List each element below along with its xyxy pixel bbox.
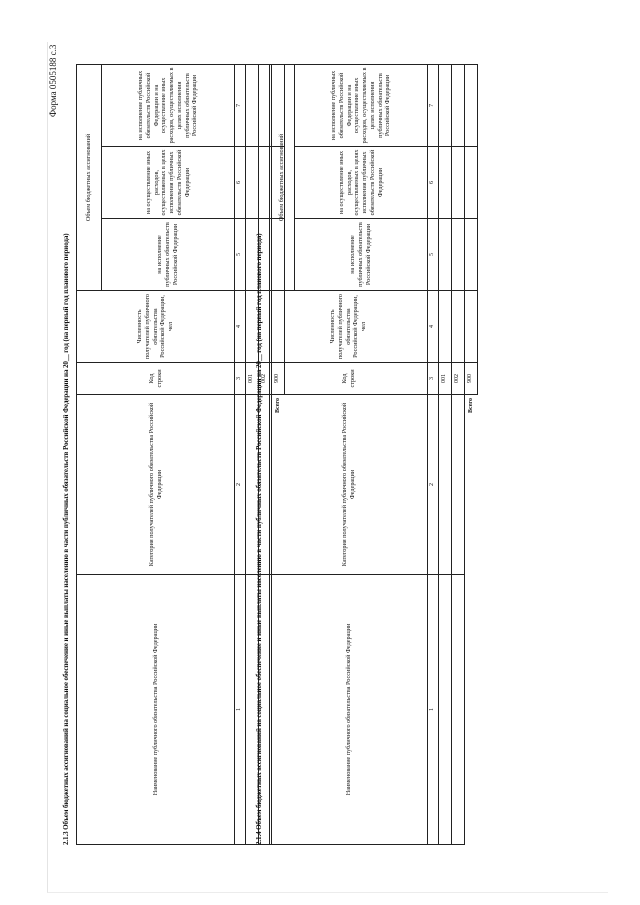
- cell-col5: [439, 219, 452, 291]
- header-col7: на исполнение публичных обязательств Российской Федерации и на осуществление иных расходов, осуществляемых в целях исполнения публичных обязательств Российской Федерации: [102, 65, 235, 147]
- total-col5: [465, 219, 478, 291]
- section-2-1-4: [255, 65, 478, 845]
- col-number: 4: [235, 291, 246, 363]
- cell-category: [439, 395, 452, 575]
- header-name: Наименование публичного обязательства Российской Федерации: [270, 575, 428, 845]
- col-number: 1: [235, 575, 246, 845]
- col-number: 6: [428, 147, 439, 219]
- column-numbers-row: [235, 65, 246, 845]
- form-reference: Форма 0505188 с.3: [48, 44, 58, 117]
- section-2-1-3: [62, 65, 285, 845]
- total-label: Всего: [274, 398, 281, 413]
- header-category: Категория получателей публичного обязательства Российской Федерации: [270, 395, 428, 575]
- table-row: [452, 65, 465, 845]
- table-row: [439, 65, 452, 845]
- section-title: 2.1.4 Объем бюджетных ассигнований на социальное обеспечение и иные выплаты населению в части публичных обязательств Российской Федерации на 20__ год (на первый год планового периода): [255, 233, 263, 845]
- header-col5: на исполнение публичных обязательств Российской Федерации: [102, 219, 235, 291]
- header-code: Код строки: [77, 363, 235, 395]
- header-col6: на осуществление иных расходов, осуществляемых в целях исполнения публичных обязательств Российской Федерации: [295, 147, 428, 219]
- cell-category: [452, 395, 465, 575]
- total-label: Всего: [467, 398, 474, 413]
- allocation-table: [76, 64, 285, 845]
- col-number: 7: [428, 65, 439, 147]
- col-number: 3: [428, 363, 439, 395]
- cell-recipients: [439, 291, 452, 363]
- col-number: 2: [235, 395, 246, 575]
- header-col6: на осуществление иных расходов, осуществляемых в целях исполнения публичных обязательств Российской Федерации: [102, 147, 235, 219]
- col-number: 6: [235, 147, 246, 219]
- col-number: 2: [428, 395, 439, 575]
- cell-code: 002: [452, 363, 465, 395]
- cell-col6: [439, 147, 452, 219]
- header-code: Код строки: [270, 363, 428, 395]
- cell-code: 002: [259, 363, 272, 395]
- column-numbers-row: [428, 65, 439, 845]
- col-number: 5: [235, 219, 246, 291]
- col-number: 1: [428, 575, 439, 845]
- total-col7: [465, 65, 478, 147]
- cell-col7: [439, 65, 452, 147]
- col-number: 7: [235, 65, 246, 147]
- total-row: [465, 65, 478, 845]
- section-title: 2.1.3 Объем бюджетных ассигнований на социальное обеспечение и иные выплаты населению в части публичных обязательств Российской Федерации на 20__ год (на первый год планового периода): [62, 233, 70, 845]
- cell-code: 001: [246, 363, 259, 395]
- header-recipients: Численность получателей публичного обязательства Российской Федерации, чел: [270, 291, 428, 363]
- total-code: 900: [465, 363, 478, 395]
- header-name: Наименование публичного обязательства Российской Федерации: [77, 575, 235, 845]
- col-number: 3: [235, 363, 246, 395]
- total-col6: [465, 147, 478, 219]
- header-volume-group: Объем бюджетных ассигнований: [77, 65, 102, 291]
- col-number: 5: [428, 219, 439, 291]
- header-col5: на исполнение публичных обязательств Российской Федерации: [295, 219, 428, 291]
- cell-code: 001: [439, 363, 452, 395]
- header-volume-group: Объем бюджетных ассигнований: [270, 65, 295, 291]
- col-number: 4: [428, 291, 439, 363]
- cell-col7: [452, 65, 465, 147]
- cell-col5: [452, 219, 465, 291]
- cell-col6: [452, 147, 465, 219]
- total-code: 900: [272, 363, 285, 395]
- rotated-form-page: [0, 35, 640, 905]
- cell-name: [439, 575, 452, 845]
- cell-name: [452, 575, 465, 845]
- total-recipients: [465, 291, 478, 363]
- header-recipients: Численность получателей публичного обязательства Российской Федерации, чел: [77, 291, 235, 363]
- header-col7: на исполнение публичных обязательств Российской Федерации и на осуществление иных расходов, осуществляемых в целях исполнения публичных обязательств Российской Федерации: [295, 65, 428, 147]
- allocation-table: [269, 64, 478, 845]
- header-category: Категория получателей публичного обязательства Российской Федерации: [77, 395, 235, 575]
- cell-recipients: [452, 291, 465, 363]
